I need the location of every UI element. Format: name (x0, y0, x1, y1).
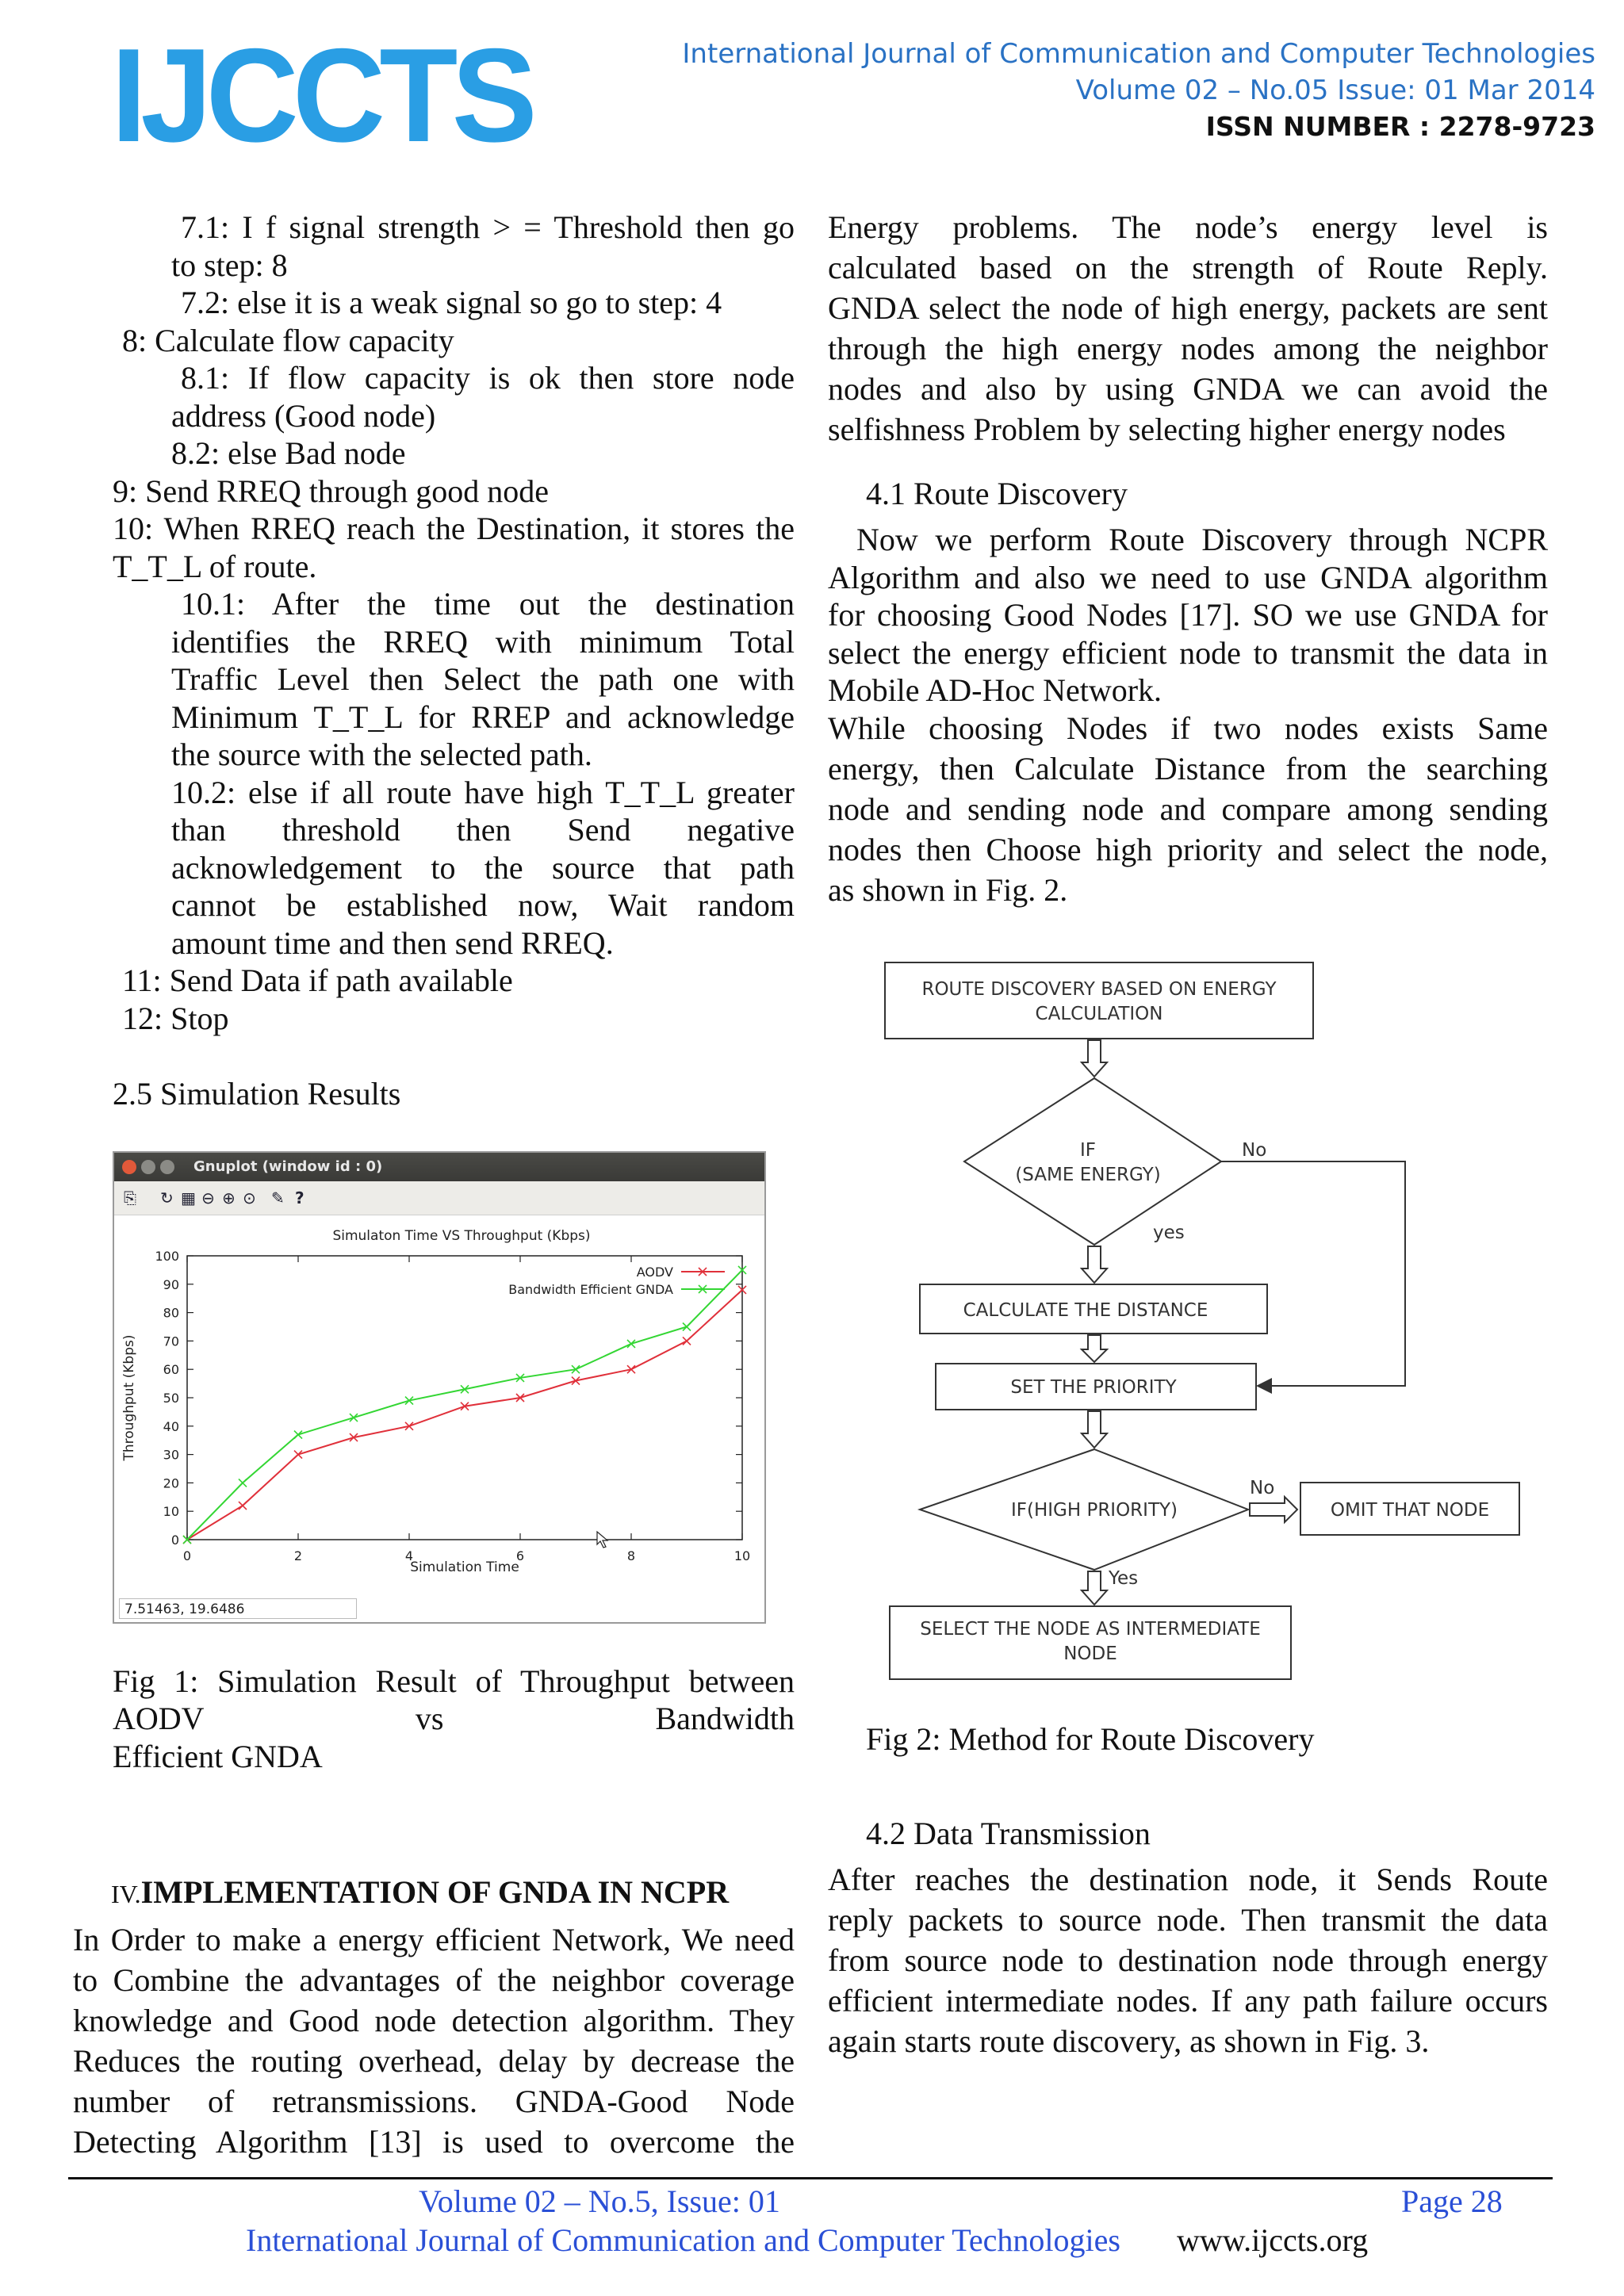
y-tick-label: 30 (163, 1447, 179, 1463)
decision-same-energy (964, 1078, 1221, 1245)
algo-line: 8.2: else Bad node (171, 435, 406, 471)
zoom-next-icon[interactable]: ⊕ (222, 1188, 236, 1207)
y-tick-label: 0 (170, 1533, 179, 1548)
body-line: After reaches the destination node, it Sends Route (828, 1862, 1548, 1897)
body-line: efficient intermediate nodes. If any path failure occurs (828, 1983, 1548, 2019)
figure-caption: Fig 1: Simulation Result of Throughput between (113, 1663, 795, 1699)
gnuplot-titlebar (114, 1153, 764, 1181)
yes-label: Yes (1109, 1568, 1139, 1589)
body-line: GNDA select the node of high energy, packets are sent (828, 290, 1548, 326)
flow-arrow (1082, 1246, 1107, 1283)
body-line: again starts route discovery, as shown in Fig. 3. (828, 2023, 1430, 2059)
gnuplot-window-title: Gnuplot (window id : 0) (193, 1158, 383, 1175)
x-tick-label: 6 (515, 1548, 525, 1563)
algo-line: Traffic Level then Select the path one with (171, 661, 795, 697)
minimize-icon[interactable] (141, 1160, 155, 1174)
body-line: Detecting Algorithm [13] is used to overcome the (73, 2124, 795, 2160)
x-axis-label: Simulation Time (410, 1559, 519, 1575)
data-point (239, 1479, 247, 1487)
series-line-0 (187, 1290, 742, 1540)
box-select-intermediate (890, 1606, 1291, 1679)
gnuplot-status-coordinates: 7.51463, 19.6486 (119, 1598, 357, 1619)
ijccts-logo (111, 33, 539, 152)
flow-arrow (1082, 1411, 1107, 1448)
algo-line: amount time and then send RREQ. (171, 925, 614, 961)
data-point (683, 1323, 691, 1331)
body-line: Energy problems. The node’s energy level is (828, 209, 1548, 245)
no-label: No (1242, 1140, 1267, 1161)
footer-journal: International Journal of Communication and Computer Technologies (246, 2222, 1120, 2258)
y-tick-label: 100 (155, 1249, 179, 1264)
y-tick-label: 90 (163, 1276, 179, 1292)
data-point (239, 1502, 247, 1510)
legend-label: AODV (636, 1265, 673, 1280)
algo-line: 10.2: else if all route have high T_T_L greater (171, 775, 795, 810)
body-line: to Combine the advantages of the neighbor coverage (73, 1962, 795, 1998)
mouse-cursor-icon (597, 1532, 607, 1548)
y-tick-label: 40 (163, 1418, 179, 1434)
body-line: Mobile AD-Hoc Network. (828, 672, 1162, 708)
algo-line: identifies the RREQ with minimum Total (171, 624, 795, 660)
figure-caption: Efficient GNDA (113, 1739, 323, 1774)
maximize-icon[interactable] (160, 1160, 174, 1174)
decision1-line2: (SAME ENERGY) (1015, 1165, 1161, 1185)
y-tick-label: 50 (163, 1391, 179, 1406)
no-label: No (1250, 1478, 1275, 1498)
algo-line: 12: Stop (122, 1001, 229, 1036)
data-point (350, 1414, 358, 1422)
body-line: through the high energy nodes among the neighbor (828, 331, 1548, 366)
series-line-1 (187, 1270, 742, 1540)
x-tick-label: 10 (733, 1548, 751, 1563)
footer-volume: Volume 02 – No.5, Issue: 01 (419, 2183, 780, 2219)
box2-label: CALCULATE THE DISTANCE (963, 1300, 1208, 1321)
plot-frame (187, 1256, 742, 1540)
box5-line1: SELECT THE NODE AS INTERMEDIATE (920, 1619, 1261, 1640)
flow-arrow (1082, 1571, 1107, 1605)
y-tick-label: 70 (163, 1334, 179, 1349)
zoom-previous-icon[interactable]: ⊖ (201, 1188, 215, 1207)
algo-line: 8: Calculate flow capacity (122, 323, 454, 358)
algo-line: T_T_L of route. (113, 549, 317, 584)
data-point (294, 1451, 302, 1459)
header-volume: Volume 02 – No.05 Issue: 01 Mar 2014 (1075, 75, 1595, 106)
body-line: nodes and also by using GNDA we can avoid the (828, 371, 1548, 407)
algo-line: the source with the selected path. (171, 737, 592, 772)
decision1-line1: IF (1079, 1140, 1097, 1161)
y-tick-label: 60 (163, 1362, 179, 1378)
body-line: select the energy efficient node to transmit the data in (828, 635, 1548, 671)
legend-label: Bandwidth Efficient GNDA (508, 1282, 673, 1297)
body-line: Now we perform Route Discovery through NCPR (856, 522, 1548, 557)
close-icon[interactable] (122, 1160, 136, 1174)
box1-line2: CALCULATION (1035, 1004, 1163, 1024)
chart-title: Simulaton Time VS Throughput (Kbps) (332, 1228, 591, 1244)
x-tick-label: 2 (293, 1548, 303, 1563)
help-icon[interactable]: ? (295, 1188, 304, 1207)
gnuplot-toolbar (114, 1181, 764, 1215)
x-tick-label: 0 (182, 1548, 192, 1563)
algo-line: cannot be established now, Wait random (171, 887, 795, 923)
footer-page: Page 28 (1401, 2183, 1503, 2219)
data-point (627, 1340, 635, 1348)
footer-website[interactable]: www.ijccts.org (1177, 2222, 1369, 2258)
section-heading-simulation: 2.5 Simulation Results (113, 1076, 401, 1112)
flow-arrow (1250, 1497, 1297, 1522)
body-line: While choosing Nodes if two nodes exists Same (828, 710, 1548, 746)
body-line: as shown in Fig. 2. (828, 872, 1068, 908)
box5-line2: NODE (1063, 1644, 1117, 1664)
copy-icon[interactable]: ⎘ (124, 1188, 136, 1207)
y-axis-label: Throughput (Kbps) (121, 1334, 137, 1461)
algo-line: 8.1: If flow capacity is ok then store node (181, 360, 795, 396)
body-line: Reduces the routing overhead, delay by decrease the (73, 2043, 795, 2079)
algo-line: than threshold then Send negative (171, 812, 795, 848)
algo-line: address (Good node) (171, 398, 436, 434)
algo-line: 7.2: else it is a weak signal so go to step: 4 (181, 285, 722, 320)
section-title: IMPLEMENTATION OF GNDA IN NCPR (140, 1874, 730, 1910)
footer-rule (68, 2177, 1553, 2179)
body-line: node and sending node and compare among sending (828, 791, 1548, 827)
y-tick-label: 80 (163, 1305, 179, 1321)
no-branch-line (1221, 1161, 1405, 1386)
x-tick-label: 8 (626, 1548, 636, 1563)
svg-text:IJCCTS: IJCCTS (111, 33, 533, 152)
algo-line: 10.1: After the time out the destination (181, 586, 795, 622)
body-line: reply packets to source node. Then transmit the data (828, 1902, 1548, 1938)
figure-caption: Fig 2: Method for Route Discovery (866, 1721, 1315, 1757)
section-number: IV. (111, 1880, 141, 1908)
body-line: for choosing Good Nodes [17]. SO we use GNDA for (828, 597, 1548, 633)
gnuplot-window (113, 1151, 766, 1624)
algo-line: acknowledgement to the source that path (171, 850, 795, 886)
box-route-discovery (885, 962, 1313, 1039)
body-line: energy, then Calculate Distance from the searching (828, 751, 1548, 786)
body-line: number of retransmissions. GNDA-Good Node (73, 2084, 795, 2119)
header-journal-name: International Journal of Communication and Computer Technologies (682, 38, 1595, 70)
y-tick-label: 10 (163, 1504, 179, 1520)
algo-line: 11: Send Data if path available (122, 962, 513, 998)
algo-line: to step: 8 (171, 247, 288, 283)
algo-line: 9: Send RREQ through good node (113, 473, 549, 509)
section-heading-iv (111, 1873, 729, 1914)
x-tick-label: 4 (404, 1548, 414, 1563)
body-line: calculated based on the strength of Route Reply. (828, 250, 1548, 285)
flow-arrow (1082, 1335, 1107, 1362)
replot-icon[interactable]: ↻ (160, 1188, 174, 1207)
box3-label: SET THE PRIORITY (1010, 1377, 1177, 1398)
figure-caption: AODV vs Bandwidth (113, 1701, 795, 1736)
y-tick-label: 20 (163, 1475, 179, 1491)
grid-icon[interactable]: ▦ (181, 1188, 196, 1207)
body-line: selfishness Problem by selecting higher energy nodes (828, 411, 1506, 447)
body-line: Algorithm and also we need to use GNDA algorithm (828, 560, 1548, 595)
omit-label: OMIT THAT NODE (1330, 1500, 1490, 1521)
algo-line: 7.1: I f signal strength > = Threshold then go (181, 209, 795, 245)
yes-label: yes (1153, 1223, 1185, 1243)
header-issn: ISSN NUMBER : 2278-9723 (1205, 111, 1595, 142)
route-discovery-flowchart (856, 951, 1522, 1697)
data-point (683, 1337, 691, 1345)
algo-line: 10: When RREQ reach the Destination, it stores the (113, 511, 795, 546)
box1-line1: ROUTE DISCOVERY BASED ON ENERGY (921, 979, 1277, 1000)
config-icon[interactable]: ✎ (271, 1188, 285, 1207)
throughput-chart (114, 1216, 764, 1589)
algo-line: Minimum T_T_L for RREP and acknowledge (171, 699, 795, 735)
flow-arrow (1082, 1040, 1107, 1077)
body-line: from source node to destination node through energy (828, 1942, 1548, 1978)
body-line: nodes then Choose high priority and select the node, (828, 832, 1548, 867)
body-line: knowledge and Good node detection algorithm. They (73, 2003, 795, 2038)
autoscale-icon[interactable]: ⊙ (243, 1188, 256, 1207)
decision2-label: IF(HIGH PRIORITY) (1010, 1500, 1178, 1521)
body-line: In Order to make a energy efficient Network, We need (73, 1922, 795, 1957)
section-heading-4-1: 4.1 Route Discovery (866, 476, 1128, 511)
section-heading-4-2: 4.2 Data Transmission (866, 1816, 1151, 1851)
data-point (294, 1431, 302, 1439)
